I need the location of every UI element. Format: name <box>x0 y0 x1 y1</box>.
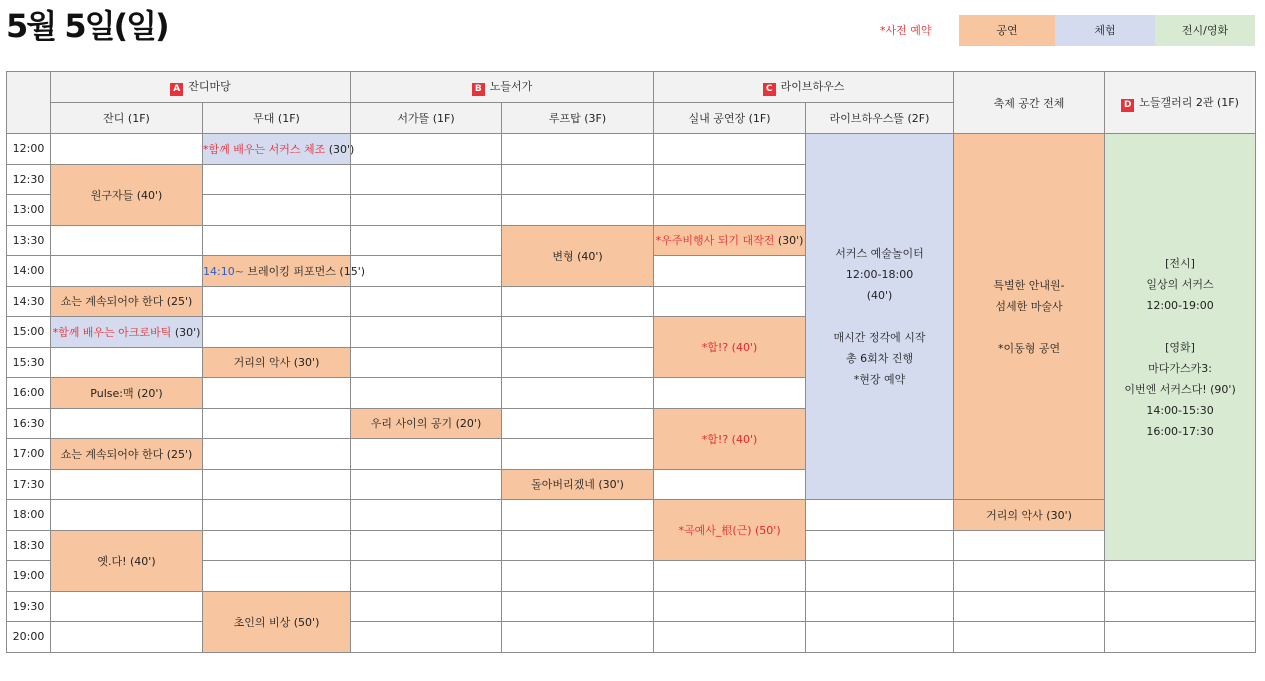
venue-header-b <box>351 72 654 103</box>
event-choin: 초인의 비상 (50') <box>203 591 351 652</box>
venue-name-a: 잔디마당 <box>188 80 231 93</box>
page-title: 5월 5일(일) <box>6 7 168 45</box>
event-exhibition: [전시] 일상의 서커스 12:00-19:00 [영화] 마다가스카3: 이번엔 서커스다! (90') 14:00-15:30 16:00-17:30 <box>1105 134 1256 561</box>
event-wongu: 원구자들 (40') <box>51 164 203 225</box>
subvenue-grass: 잔디 (1F) <box>51 103 203 134</box>
legend-experience: 체험 <box>1055 15 1155 46</box>
legend-exhibition: 전시/영화 <box>1155 15 1255 46</box>
time-1930: 19:30 <box>7 591 51 622</box>
badge-d: D <box>1121 99 1134 112</box>
venue-header-d <box>1105 72 1256 134</box>
venue-header-a <box>51 72 351 103</box>
venue-name-b: 노들서가 <box>489 80 533 93</box>
event-dolabeo: 돌아버리겠네 (30') <box>502 469 654 500</box>
subvenue-rooftop: 루프탑 (3F) <box>502 103 654 134</box>
corner-cell <box>7 72 51 134</box>
time-2000: 20:00 <box>7 622 51 653</box>
event-our-air: 우리 사이의 공기 (20') <box>351 408 502 439</box>
event-street-musician-2: 거리의 악사 (30') <box>954 500 1105 531</box>
time-1630: 16:30 <box>7 408 51 439</box>
time-1330: 13:30 <box>7 225 51 256</box>
venue-name-c: 라이브하우스 <box>780 80 845 93</box>
event-circus-playground: 서커스 예술놀이터 12:00-18:00 (40') 매시간 정각에 시작 총 6회차 진행 *현장 예약 <box>806 134 954 500</box>
venue-name-d: 노들갤러리 2관 (1F) <box>1139 95 1239 109</box>
event-hap-1: *합!? (40') <box>654 317 806 378</box>
time-1830: 18:30 <box>7 530 51 561</box>
event-pulse: Pulse:맥 (20') <box>51 378 203 409</box>
subvenue-stage: 무대 (1F) <box>203 103 351 134</box>
legend-reservation-note: *사전 예약 <box>880 24 932 37</box>
event-magician: 특별한 안내원- 섬세한 마술사 *이동형 공연 <box>954 134 1105 500</box>
event-yetda: 옛.다! (40') <box>51 530 203 591</box>
subvenue-garden: 서가뜰 (1F) <box>351 103 502 134</box>
subvenue-livehouse-garden: 라이브하우스뜰 (2F) <box>806 103 954 134</box>
time-1300: 13:00 <box>7 195 51 226</box>
venue-header-c <box>654 72 954 103</box>
event-acrobatic: *함께 배우는 아크로바틱 (30') <box>51 317 203 348</box>
time-1400: 14:00 <box>7 256 51 287</box>
subvenue-indoor-hall: 실내 공연장 (1F) <box>654 103 806 134</box>
time-1200: 12:00 <box>7 134 51 165</box>
badge-b: B <box>472 83 485 96</box>
badge-c: C <box>763 83 776 96</box>
schedule-table <box>6 71 1256 653</box>
time-1430: 14:30 <box>7 286 51 317</box>
event-breaking: 14:10~ 브레이킹 퍼포먼스 (15') <box>203 256 351 287</box>
time-1730: 17:30 <box>7 469 51 500</box>
venue-name-whole: 축제 공간 전체 <box>993 96 1065 110</box>
event-gok: *곡예사_根(근) (50') <box>654 500 806 561</box>
event-space: *우주비행사 되기 대작전 (30') <box>654 225 806 256</box>
venue-header-whole <box>954 72 1105 134</box>
event-byunhyung: 변형 (40') <box>502 225 654 286</box>
event-hap-2: *합!? (40') <box>654 408 806 469</box>
event-show-must-2: 쇼는 계속되어야 한다 (25') <box>51 439 203 470</box>
time-1600: 16:00 <box>7 378 51 409</box>
time-1700: 17:00 <box>7 439 51 470</box>
event-street-musician-1: 거리의 악사 (30') <box>203 347 351 378</box>
event-circus-gym: *함께 배우는 서커스 체조 (30') <box>203 134 351 165</box>
time-1230: 12:30 <box>7 164 51 195</box>
time-1900: 19:00 <box>7 561 51 592</box>
legend-performance: 공연 <box>959 15 1055 46</box>
event-show-must-1: 쇼는 계속되어야 한다 (25') <box>51 286 203 317</box>
time-1530: 15:30 <box>7 347 51 378</box>
time-1500: 15:00 <box>7 317 51 348</box>
badge-a: A <box>170 83 183 96</box>
time-1800: 18:00 <box>7 500 51 531</box>
